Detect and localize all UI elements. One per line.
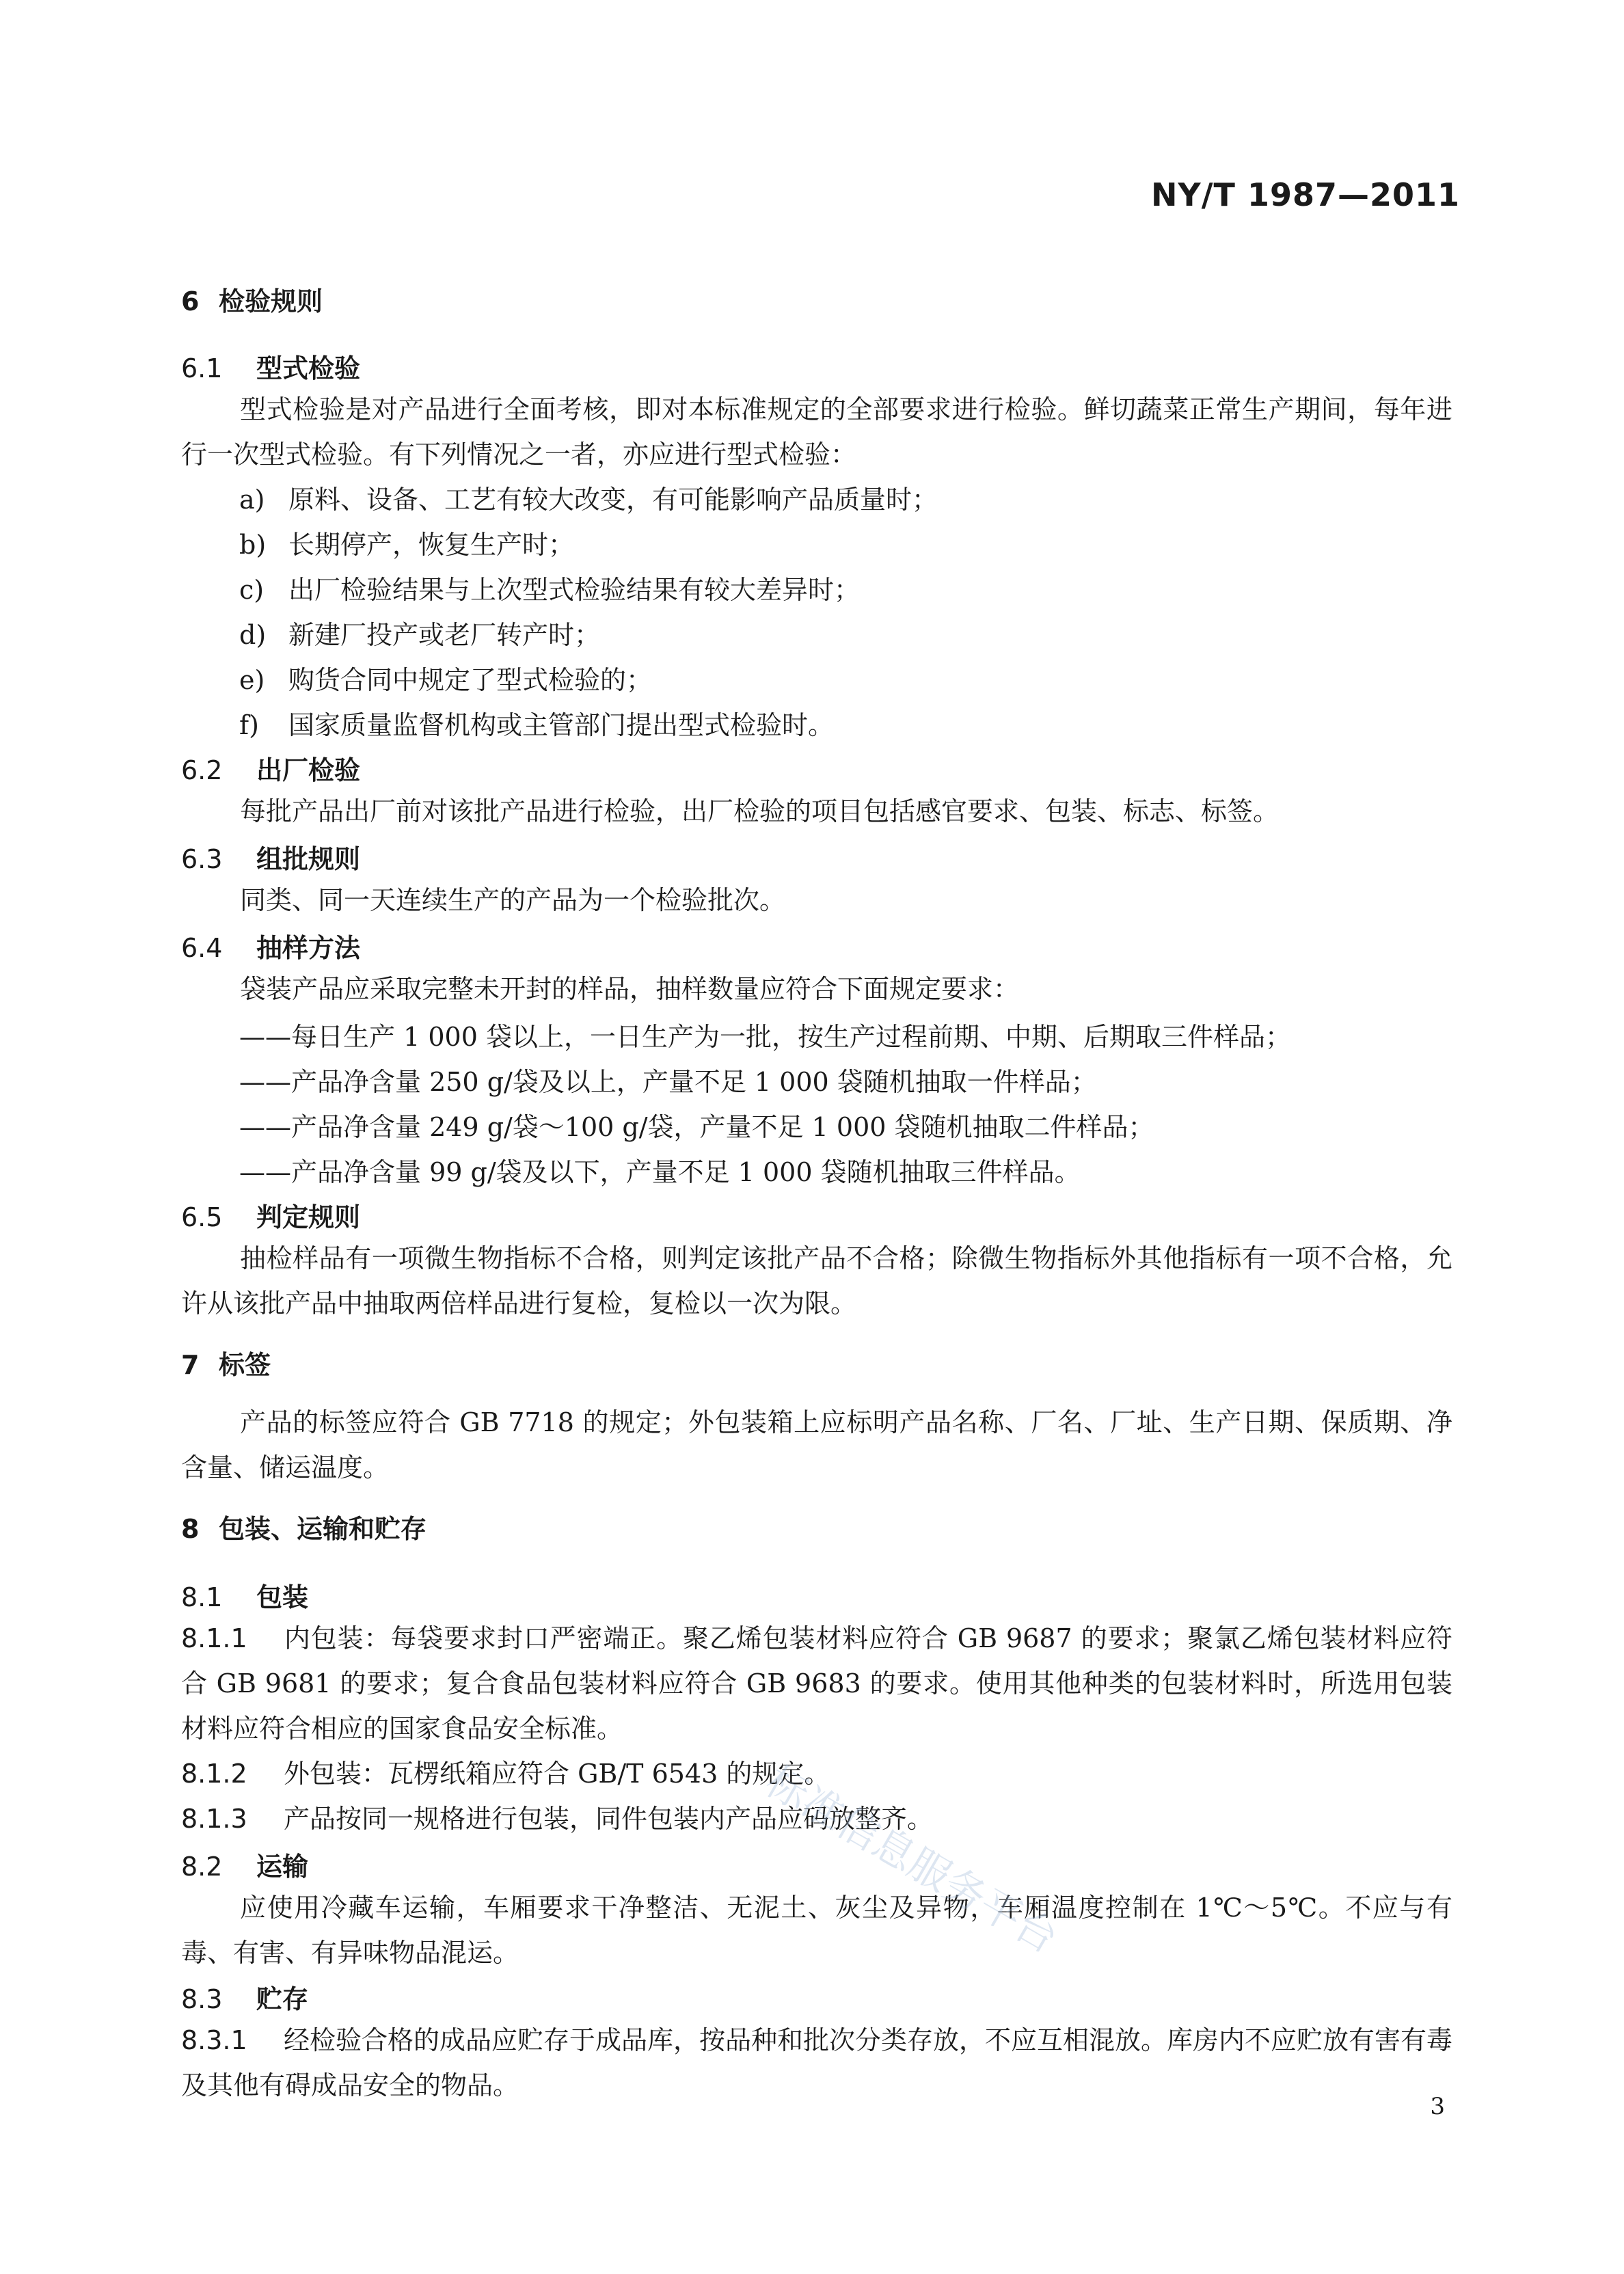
clause-8-1-3: 8.1.3 产品按同一规格进行包装，同件包装内产品应码放整齐。 — [181, 1804, 934, 1834]
list-item: a) 原料、设备、工艺有较大改变，有可能影响产品质量时； — [239, 485, 938, 515]
section-7-heading: 7 标签 — [181, 1350, 271, 1380]
dash-item: ——产品净含量 249 g/袋～100 g/袋，产量不足 1 000 袋随机抽取二件样品； — [239, 1112, 1154, 1142]
list-item: f) 国家质量监督机构或主管部门提出型式检验时。 — [239, 710, 835, 740]
section-6-4-paragraph: 袋装产品应采取完整未开封的样品，抽样数量应符合下面规定要求： — [240, 974, 1020, 1004]
section-6-3-paragraph: 同类、同一天连续生产的产品为一个检验批次。 — [240, 885, 786, 915]
section-8-heading: 8 包装、运输和贮存 — [181, 1514, 427, 1544]
clause-8-1-2: 8.1.2 外包装：瓦楞纸箱应符合 GB/T 6543 的规定。 — [181, 1759, 830, 1789]
section-6-5-paragraph: 抽检样品有一项微生物指标不合格，则判定该批产品不合格；除微生物指标外其他指标有一项不合格，允许从该批产品中抽取两倍样品进行复检，复检以一次为限。 — [181, 1243, 1452, 1318]
list-item: c) 出厂检验结果与上次型式检验结果有较大差异时； — [239, 575, 861, 605]
section-6-2-heading: 6.2 出厂检验 — [181, 755, 361, 785]
dash-item: ——产品净含量 99 g/袋及以下，产量不足 1 000 袋随机抽取三件样品。 — [239, 1157, 1081, 1187]
list-item: d) 新建厂投产或老厂转产时； — [239, 620, 601, 650]
section-6-1-paragraph: 型式检验是对产品进行全面考核，即对本标准规定的全部要求进行检验。鲜切蔬菜正常生产期间，每年进行一次型式检验。有下列情况之一者，亦应进行型式检验： — [181, 394, 1452, 470]
section-6-heading: 6 检验规则 — [181, 286, 323, 316]
standard-code: NY/T 1987—2011 — [1150, 176, 1460, 213]
dash-item: ——每日生产 1 000 袋以上，一日生产为一批，按生产过程前期、中期、后期取三件样品； — [239, 1022, 1291, 1052]
section-6-5-heading: 6.5 判定规则 — [181, 1202, 361, 1232]
clause-8-3-1: 8.3.1 经检验合格的成品应贮存于成品库，按品种和批次分类存放，不应互相混放。库房内不应贮放有害有毒及其他有碍成品安全的物品。 — [181, 2025, 1453, 2100]
list-item: b) 长期停产，恢复生产时； — [239, 530, 575, 560]
list-item: e) 购货合同中规定了型式检验的； — [239, 665, 653, 695]
page-number: 3 — [1430, 2093, 1445, 2120]
dash-item: ——产品净含量 250 g/袋及以上，产量不足 1 000 袋随机抽取一件样品； — [239, 1067, 1097, 1097]
section-6-1-heading: 6.1 型式检验 — [181, 353, 361, 383]
section-6-4-heading: 6.4 抽样方法 — [181, 933, 361, 963]
section-8-2-paragraph: 应使用冷藏车运输，车厢要求干净整洁、无泥土、灰尘及异物，车厢温度控制在 1℃～5℃。不应与有毒、有害、有异味物品混运。 — [181, 1893, 1452, 1968]
watermark: 标准信息服务平台 — [757, 1757, 1066, 1963]
section-8-2-heading: 8.2 运输 — [181, 1852, 309, 1882]
section-6-2-paragraph: 每批产品出厂前对该批产品进行检验，出厂检验的项目包括感官要求、包装、标志、标签。 — [240, 796, 1280, 826]
section-7-paragraph: 产品的标签应符合 GB 7718 的规定；外包装箱上应标明产品名称、厂名、厂址、生产日期、保质期、净含量、储运温度。 — [181, 1407, 1452, 1483]
section-6-3-heading: 6.3 组批规则 — [181, 844, 361, 874]
section-8-1-heading: 8.1 包装 — [181, 1582, 309, 1612]
clause-8-1-1: 8.1.1 内包装：每袋要求封口严密端正。聚乙烯包装材料应符合 GB 9687 的要求；聚氯乙烯包装材料应符合 GB 9681 的要求；复合食品包装材料应符合 GB 9683 的要求。使用其他种类的包装材料时，所选用包装材料应符合相应的国家食品安全标准。 — [181, 1623, 1452, 1744]
section-8-3-heading: 8.3 贮存 — [181, 1984, 309, 2014]
